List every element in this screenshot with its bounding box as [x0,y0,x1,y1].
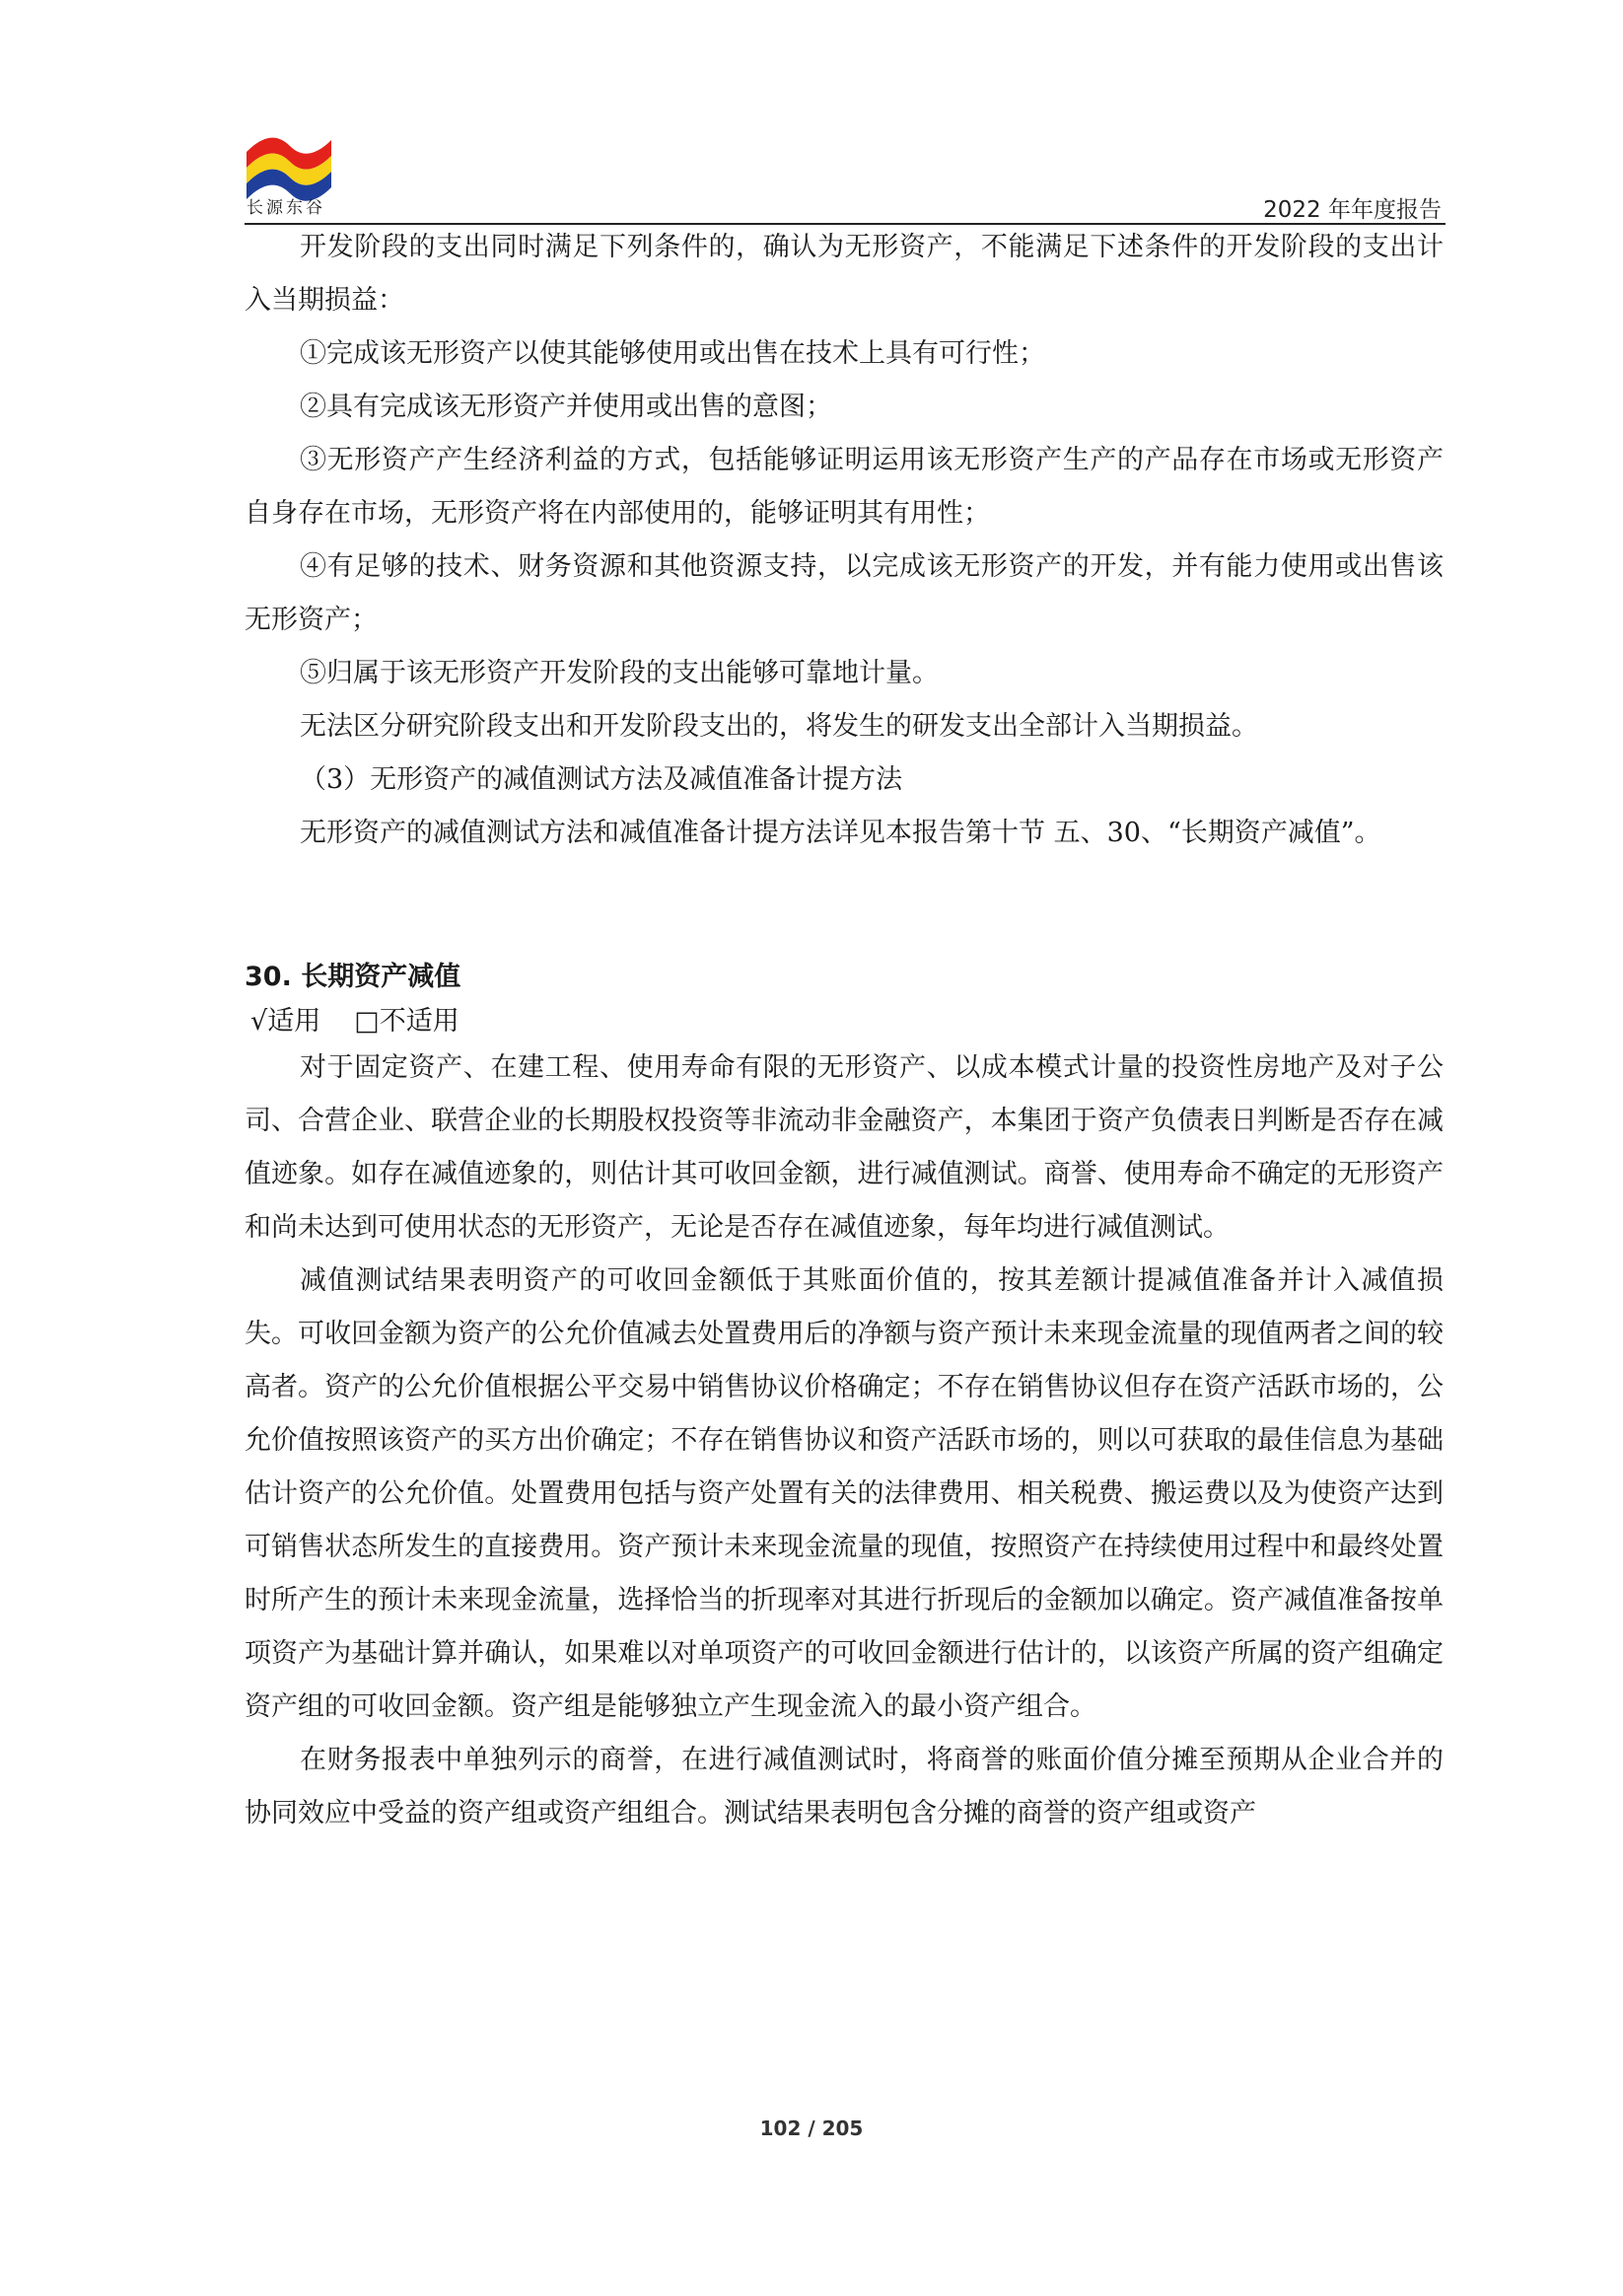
applicable-option: √适用 [250,1006,321,1037]
paragraph-impairment-test: 减值测试结果表明资产的可收回金额低于其账面价值的，按其差额计提减值准备并计入减值损失。可收回金额为资产的公允价值减去处置费用后的净额与资产预计未来现金流量的现值两者之间的较高者。资产的公允价值根据公平交易中销售协议价格确定；不存在销售协议但存在资产活跃市场的，公允价值按照该资产的买方出价确定；不存在销售协议和资产活跃市场的，则以可获取的最佳信息为基础估计资产的公允价值。处置费用包括与资产处置有关的法律费用、相关税费、搬运费以及为使资产达到可销售状态所发生的直接费用。资产预计未来现金流量的现值，按照资产在持续使用过程中和最终处置时所产生的预计未来现金流量，选择恰当的折现率对其进行折现后的金额加以确定。资产减值准备按单项资产为基础计算并确认，如果难以对单项资产的可收回金额进行估计的，以该资产所属的资产组确定资产组的可收回金额。资产组是能够独立产生现金流入的最小资产组合。 [245,1265,1444,1722]
paragraph-undistinguishable: 无法区分研究阶段支出和开发阶段支出的，将发生的研发支出全部计入当期损益。 [300,711,1258,742]
page-number: 102 / 205 [759,2117,864,2140]
applicability-options [245,1002,1444,1041]
paragraph-goodwill: 在财务报表中单独列示的商誉，在进行减值测试时，将商誉的账面价值分摊至预期从企业合并的协同效应中受益的资产组或资产组组合。测试结果表明包含分摊的商誉的资产组或资产 [245,1745,1444,1829]
condition-4: ④有足够的技术、财务资源和其他资源支持，以完成该无形资产的开发，并有能力使用或出售该无形资产； [245,551,1444,635]
not-applicable-option: □不适用 [354,1006,459,1037]
report-title: 2022 年年度报告 [1263,197,1442,223]
section-heading: 30. 长期资产减值 [245,962,461,992]
logo-text: 长源东谷 [247,198,325,218]
condition-1: ①完成该无形资产以使其能够使用或出售在技术上具有可行性； [300,338,1045,369]
condition-3: ③无形资产产生经济利益的方式，包括能够证明运用该无形资产生产的产品存在市场或无形资产自身存在市场，无形资产将在内部使用的，能够证明其有用性； [245,445,1444,529]
paragraph-impairment-scope: 对于固定资产、在建工程、使用寿命有限的无形资产、以成本模式计量的投资性房地产及对子公司、合营企业、联营企业的长期股权投资等非流动非金融资产，本集团于资产负债表日判断是否存在减值迹象。如存在减值迹象的，则估计其可收回金额，进行减值测试。商誉、使用寿命不确定的无形资产和尚未达到可使用状态的无形资产，无论是否存在减值迹象，每年均进行减值测试。 [245,1052,1444,1243]
condition-2: ②具有完成该无形资产并使用或出售的意图； [300,392,832,422]
condition-5: ⑤归属于该无形资产开发阶段的支出能够可靠地计量。 [300,658,939,688]
subheading-impairment-method: （3）无形资产的减值测试方法及减值准备计提方法 [300,764,903,795]
paragraph-impairment-reference: 无形资产的减值测试方法和减值准备计提方法详见本报告第十节 五、30、“长期资产减值”。 [300,818,1381,848]
paragraph-development-conditions: 开发阶段的支出同时满足下列条件的，确认为无形资产，不能满足下述条件的开发阶段的支出计入当期损益： [245,232,1444,316]
document-body [245,221,1444,1840]
